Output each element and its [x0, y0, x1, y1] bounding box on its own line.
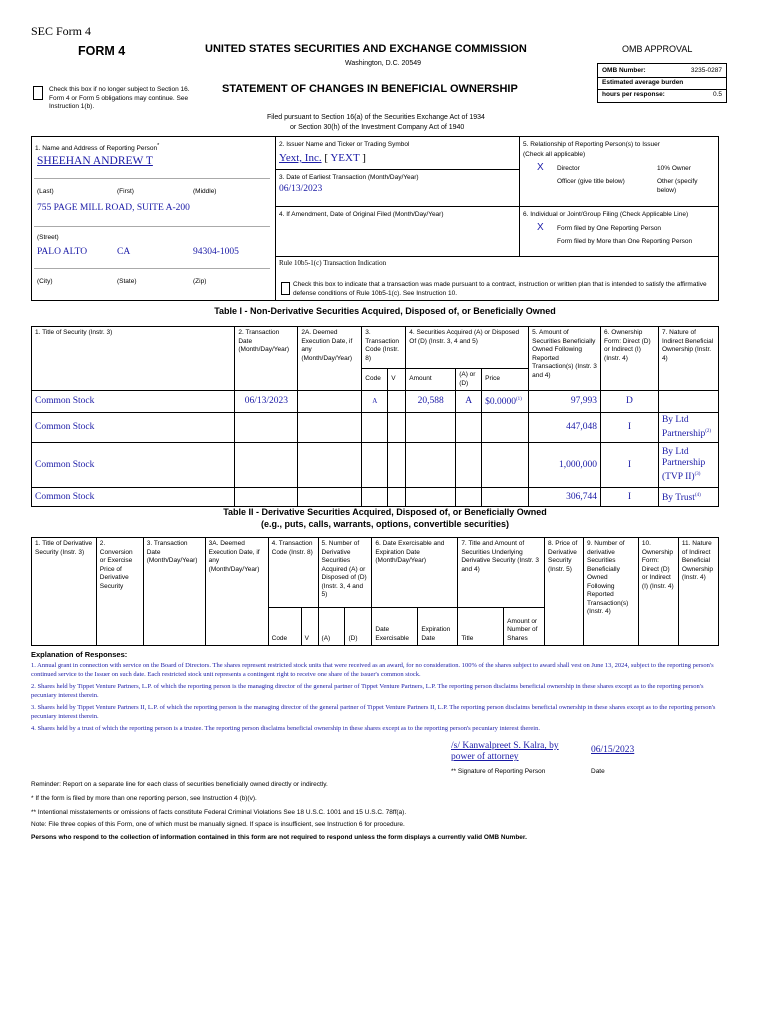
footnotes — [31, 661, 729, 733]
security-title-text: Common Stock — [35, 396, 95, 406]
t2-h6: 6. Date Exercisable and Expiration Date (Month/Day/Year) — [372, 538, 458, 608]
table1 — [31, 326, 719, 507]
ownership-form-text: I — [627, 459, 632, 470]
nature-of-ownership-text: By Ltd Partnership — [661, 415, 706, 440]
a-or-d — [456, 413, 482, 443]
table2-title — [0, 506, 770, 530]
t2-title-h: Title — [458, 608, 504, 646]
earliest-date-label: 3. Date of Earliest Transaction (Month/Day/Year) — [279, 174, 419, 181]
reminder-3: ** Intentional misstatements or omissions of facts constitute Federal Criminal Violations See 18 U.S.C. 1001 and 15 U.S.C. 78ff(a). — [31, 809, 407, 816]
v-flag — [388, 391, 406, 413]
a-or-d — [456, 443, 482, 488]
amount-owned — [529, 413, 601, 443]
transaction-date — [235, 443, 298, 488]
omb-approval-title: OMB APPROVAL — [622, 44, 693, 54]
nature-footnote[interactable]: (2) — [705, 429, 712, 434]
nature-of-ownership-text: By Trust — [661, 493, 695, 504]
table1-row — [32, 443, 719, 488]
transaction-date — [235, 413, 298, 443]
t1-amount-h: Amount — [406, 369, 456, 391]
street-value: 755 PAGE MILL ROAD, SUITE A-200 — [37, 203, 190, 213]
omb-number-label: OMB Number: — [602, 67, 646, 74]
t2-v-h: V — [301, 608, 318, 646]
t1-h7: 7. Nature of Indirect Beneficial Ownership (Instr. 4) — [658, 327, 718, 391]
ownership-form-text: I — [627, 422, 632, 433]
nature-footnote[interactable]: (4) — [694, 493, 701, 499]
t2-h10: 10. Ownership Form: Direct (D) or Indirect (I) (Instr. 4) — [638, 538, 678, 646]
t2-date-ex-h: Date Exercisable — [372, 608, 418, 646]
amount — [406, 391, 456, 413]
rule-10b5-checkbox[interactable] — [281, 282, 290, 295]
no-longer-subject-checkbox[interactable] — [33, 86, 43, 100]
t2-h3: 3. Transaction Date (Month/Day/Year) — [143, 538, 205, 646]
transaction-code-text: A — [372, 397, 378, 405]
t2-h9: 9. Number of derivative Securities Beneficially Owned Following Reported Transaction(s) (Instr. 4) — [583, 538, 638, 646]
transaction-date — [235, 391, 298, 413]
t1-h1: 1. Title of Security (Instr. 3) — [32, 327, 235, 391]
form-title: FORM 4 — [78, 44, 126, 58]
t2-h2: 2. Conversion or Exercise Price of Derivative Security — [96, 538, 143, 646]
t2-exp-h: Expiration Date — [418, 608, 458, 646]
t2-a-h: (A) — [318, 608, 345, 646]
amount — [406, 443, 456, 488]
table1-row — [32, 391, 719, 413]
deemed-date — [298, 391, 362, 413]
hours-value: 0.5 — [712, 91, 722, 98]
t1-h3: 3. Transaction Code (Instr. 8) — [362, 327, 406, 369]
statement-title: STATEMENT OF CHANGES IN BENEFICIAL OWNERSHIP — [222, 83, 518, 95]
t1-h2: 2. Transaction Date (Month/Day/Year) — [235, 327, 298, 391]
amount — [406, 488, 456, 507]
t2-h4: 4. Transaction Code (Instr. 8) — [268, 538, 318, 608]
price — [482, 488, 529, 507]
t2-amt-h: Amount or Number of Shares — [504, 608, 545, 646]
reminder-5: Persons who respond to the collection of information contained in this form are not required to respond unless the form displays a currently valid OMB Number. — [31, 834, 527, 841]
one-person-check[interactable]: X — [537, 222, 544, 233]
nature-of-ownership-text: By Ltd Partnership (TVP II) — [661, 447, 706, 483]
transaction-date — [235, 488, 298, 507]
nature-of-ownership — [658, 488, 718, 507]
table1-title: Table I - Non-Derivative Securities Acquired, Disposed of, or Beneficially Owned — [214, 306, 556, 316]
ten-pct-label: 10% Owner — [657, 165, 691, 172]
last-label: (Last) — [37, 188, 54, 195]
nature-of-ownership — [658, 413, 718, 443]
middle-label: (Middle) — [193, 188, 217, 195]
issuer-label: 2. Issuer Name and Ticker or Trading Symbol — [279, 141, 410, 148]
agency-location: Washington, D.C. 20549 — [345, 60, 422, 67]
nature-footnote[interactable]: (3) — [694, 472, 701, 478]
table2-title-1: Table II - Derivative Securities Acquired, Disposed of, or Beneficially Owned — [223, 507, 547, 517]
a-or-d — [456, 391, 482, 413]
t1-code-h: Code — [362, 369, 388, 391]
amount-owned — [529, 391, 601, 413]
signature-label: ** Signature of Reporting Person — [451, 768, 546, 775]
ownership-form — [601, 443, 659, 488]
t1-h6: 6. Ownership Form: Direct (D) or Indirect (I) (Instr. 4) — [601, 327, 659, 391]
zip-label: (Zip) — [193, 278, 207, 285]
security-title-text: Common Stock — [35, 491, 95, 502]
one-person-label: Form filed by One Reporting Person — [557, 225, 662, 232]
footnote-3: 3. Shares held by Tippet Venture Partners II, L.P. of which the reporting person is the managing director of the general partner of Tippet Venture Partners II, L.P. The reporting person disclaims beneficial ownership in these shares except as to the reporting person's pecuniary interest therein. — [31, 704, 716, 720]
ownership-form — [601, 488, 659, 507]
reporting-person-label: 1. Name and Address of Reporting Person* — [35, 143, 160, 153]
city-label: (City) — [37, 278, 53, 285]
reminder-2: * If the form is filed by more than one reporting person, see Instruction 4 (b)(v). — [31, 795, 257, 802]
price-text: $0.0000 — [485, 397, 517, 408]
t1-h5: 5. Amount of Securities Beneficially Owned Following Reported Transaction(s) (Instr. 3 and 4) — [529, 327, 601, 391]
amount-text: 20,588 — [417, 396, 444, 406]
t2-h7: 7. Title and Amount of Securities Underlying Derivative Security (Instr. 3 and 4) — [458, 538, 545, 608]
issuer-name-row: Yext, Inc. [ YEXT ] — [279, 152, 366, 164]
city-value: PALO ALTO — [37, 247, 88, 257]
a-or-d — [456, 488, 482, 507]
omb-number: 3235-0287 — [690, 67, 722, 74]
table1-row — [32, 413, 719, 443]
amount-owned — [529, 443, 601, 488]
price — [482, 443, 529, 488]
director-label: Director — [557, 165, 580, 172]
reporting-person-name[interactable]: SHEEHAN ANDREW T — [37, 155, 153, 167]
deemed-date — [298, 488, 362, 507]
state-value: CA — [117, 247, 131, 257]
v-flag — [388, 443, 406, 488]
t1-h4: 4. Securities Acquired (A) or Disposed Of (D) (Instr. 3, 4 and 5) — [406, 327, 529, 369]
table1-row — [32, 488, 719, 507]
no-longer-subject-text: Check this box if no longer subject to Section 16. Form 4 or Form 5 obligations may continue. See Instruction 1(b). — [49, 86, 190, 110]
transaction-date-text: 06/13/2023 — [244, 396, 288, 406]
t1-aord-h: (A) or (D) — [456, 369, 482, 391]
price — [482, 391, 529, 413]
relationship-label: 5. Relationship of Reporting Person(s) to Issuer — [523, 141, 660, 148]
earliest-date: 06/13/2023 — [279, 184, 323, 194]
table2-title-2: (e.g., puts, calls, warrants, options, convertible securities) — [260, 519, 510, 529]
ownership-form — [601, 391, 659, 413]
signature: /s/ Kanwalpreet S. Kalra, by power of attorney — [451, 741, 559, 762]
transaction-code — [362, 488, 388, 507]
date-label: Date — [591, 768, 605, 775]
nature-of-ownership — [658, 391, 718, 413]
amount-owned-text: 1,000,000 — [559, 459, 598, 470]
filed-pursuant-2: or Section 30(h) of the Investment Company Act of 1940 — [290, 124, 465, 131]
v-flag — [388, 413, 406, 443]
amount-owned-text: 447,048 — [566, 422, 598, 433]
t2-h5: 5. Number of Derivative Securities Acquired (A) or Disposed of (D) (Instr. 3, 4 and 5) — [318, 538, 372, 608]
zip-value: 94304-1005 — [193, 247, 239, 257]
deemed-date — [298, 413, 362, 443]
transaction-code — [362, 391, 388, 413]
issuer-ticker: YEXT — [330, 152, 360, 164]
security-title — [32, 443, 235, 488]
t2-h11: 11. Nature of Indirect Beneficial Ownership (Instr. 4) — [678, 538, 718, 646]
other-label: Other (specify below) — [657, 178, 698, 194]
t1-v-h: V — [388, 369, 406, 391]
security-title-text: Common Stock — [35, 459, 95, 470]
price — [482, 413, 529, 443]
filing-label: 6. Individual or Joint/Group Filing (Check Applicable Line) — [523, 211, 689, 218]
a-or-d-text: A — [465, 396, 473, 406]
t2-h1: 1. Title of Derivative Security (Instr. 3) — [32, 538, 97, 646]
t1-price-h: Price — [482, 369, 529, 391]
amount-owned-text: 306,744 — [566, 491, 598, 502]
table2 — [31, 537, 719, 646]
footnote-4: 4. Shares held by a trust of which the reporting person is a trustee. The reporting person disclaims beneficial ownership in these shares except as to the reporting person's pecuniary interest therein. — [31, 725, 540, 732]
t2-h3a: 3A. Deemed Execution Date, if any (Month/Day/Year) — [205, 538, 268, 646]
omb-box — [597, 63, 727, 103]
sec-form-label: SEC Form 4 — [31, 24, 92, 38]
more-person-label: Form filed by More than One Reporting Person — [557, 238, 693, 245]
reminder-1: Reminder: Report on a separate line for each class of securities beneficially owned directly or indirectly. — [31, 781, 328, 788]
signature-date: 06/15/2023 — [591, 745, 635, 755]
security-title — [32, 391, 235, 413]
t2-d-h: (D) — [345, 608, 372, 646]
ownership-form — [601, 413, 659, 443]
ownership-form-text: I — [627, 491, 632, 502]
director-check[interactable]: X — [537, 162, 544, 173]
filed-pursuant-1: Filed pursuant to Section 16(a) of the Securities Exchange Act of 1934 — [267, 114, 485, 121]
issuer-name[interactable]: Yext, Inc. — [279, 152, 322, 164]
state-label: (State) — [117, 278, 137, 285]
t2-code-h: Code — [268, 608, 301, 646]
security-title — [32, 488, 235, 507]
amount-owned — [529, 488, 601, 507]
burden-label: Estimated average burden — [602, 79, 684, 86]
amount-owned-text: 97,993 — [570, 396, 598, 406]
security-title — [32, 413, 235, 443]
security-title-text: Common Stock — [35, 422, 95, 433]
deemed-date — [298, 443, 362, 488]
transaction-code — [362, 413, 388, 443]
agency-title: UNITED STATES SECURITIES AND EXCHANGE COMMISSION — [205, 43, 527, 55]
street-label: (Street) — [37, 234, 59, 241]
price-footnote[interactable]: (1) — [516, 397, 522, 403]
amount — [406, 413, 456, 443]
rule-10b5-label: Rule 10b5-1(c) Transaction Indication — [279, 259, 387, 267]
v-flag — [388, 488, 406, 507]
reminder-4: Note: File three copies of this Form, one of which must be manually signed. If space is insufficient, see Instruction 6 for procedure. — [31, 821, 405, 828]
footnote-2: 2. Shares held by Tippet Venture Partners, L.P. of which the reporting person is the managing director of the general partner of Tippet Venture Partners, L.P. The reporting person disclaims beneficial ownership in these shares except as to the reporting person's pecuniary interest therein. — [31, 683, 704, 699]
hours-label: hours per response: — [602, 91, 665, 98]
explanation-heading: Explanation of Responses: — [31, 650, 128, 659]
ownership-form-text: D — [626, 396, 633, 406]
transaction-code — [362, 443, 388, 488]
t1-h2a: 2A. Deemed Execution Date, if any (Month/Day/Year) — [298, 327, 362, 391]
relationship-sub: (Check all applicable) — [523, 151, 586, 158]
nature-of-ownership — [658, 443, 718, 488]
t2-h8: 8. Price of Derivative Security (Instr. 5) — [545, 538, 584, 646]
first-label: (First) — [117, 188, 134, 195]
officer-label: Officer (give title below) — [557, 178, 625, 185]
rule-10b5-text: Check this box to indicate that a transaction was made pursuant to a contract, instruction or written plan that is intended to satisfy the affirmative defense conditions of Rule 10b5-1(c). See Instruction 10. — [293, 281, 707, 297]
amendment-label: 4. If Amendment, Date of Original Filed (Month/Day/Year) — [279, 211, 444, 218]
footnote-1: 1. Annual grant in connection with service on the Board of Directors. The shares represent restricted stock units that were received as an award, for no consideration. 100% of the shares subject to award shall vest on June 13, 2024, subject to the reporting person's continued service to the Issuer on such date. Each restricted stock unit represents a contingent right to receive one share of the issuer's common stock. — [31, 662, 714, 678]
